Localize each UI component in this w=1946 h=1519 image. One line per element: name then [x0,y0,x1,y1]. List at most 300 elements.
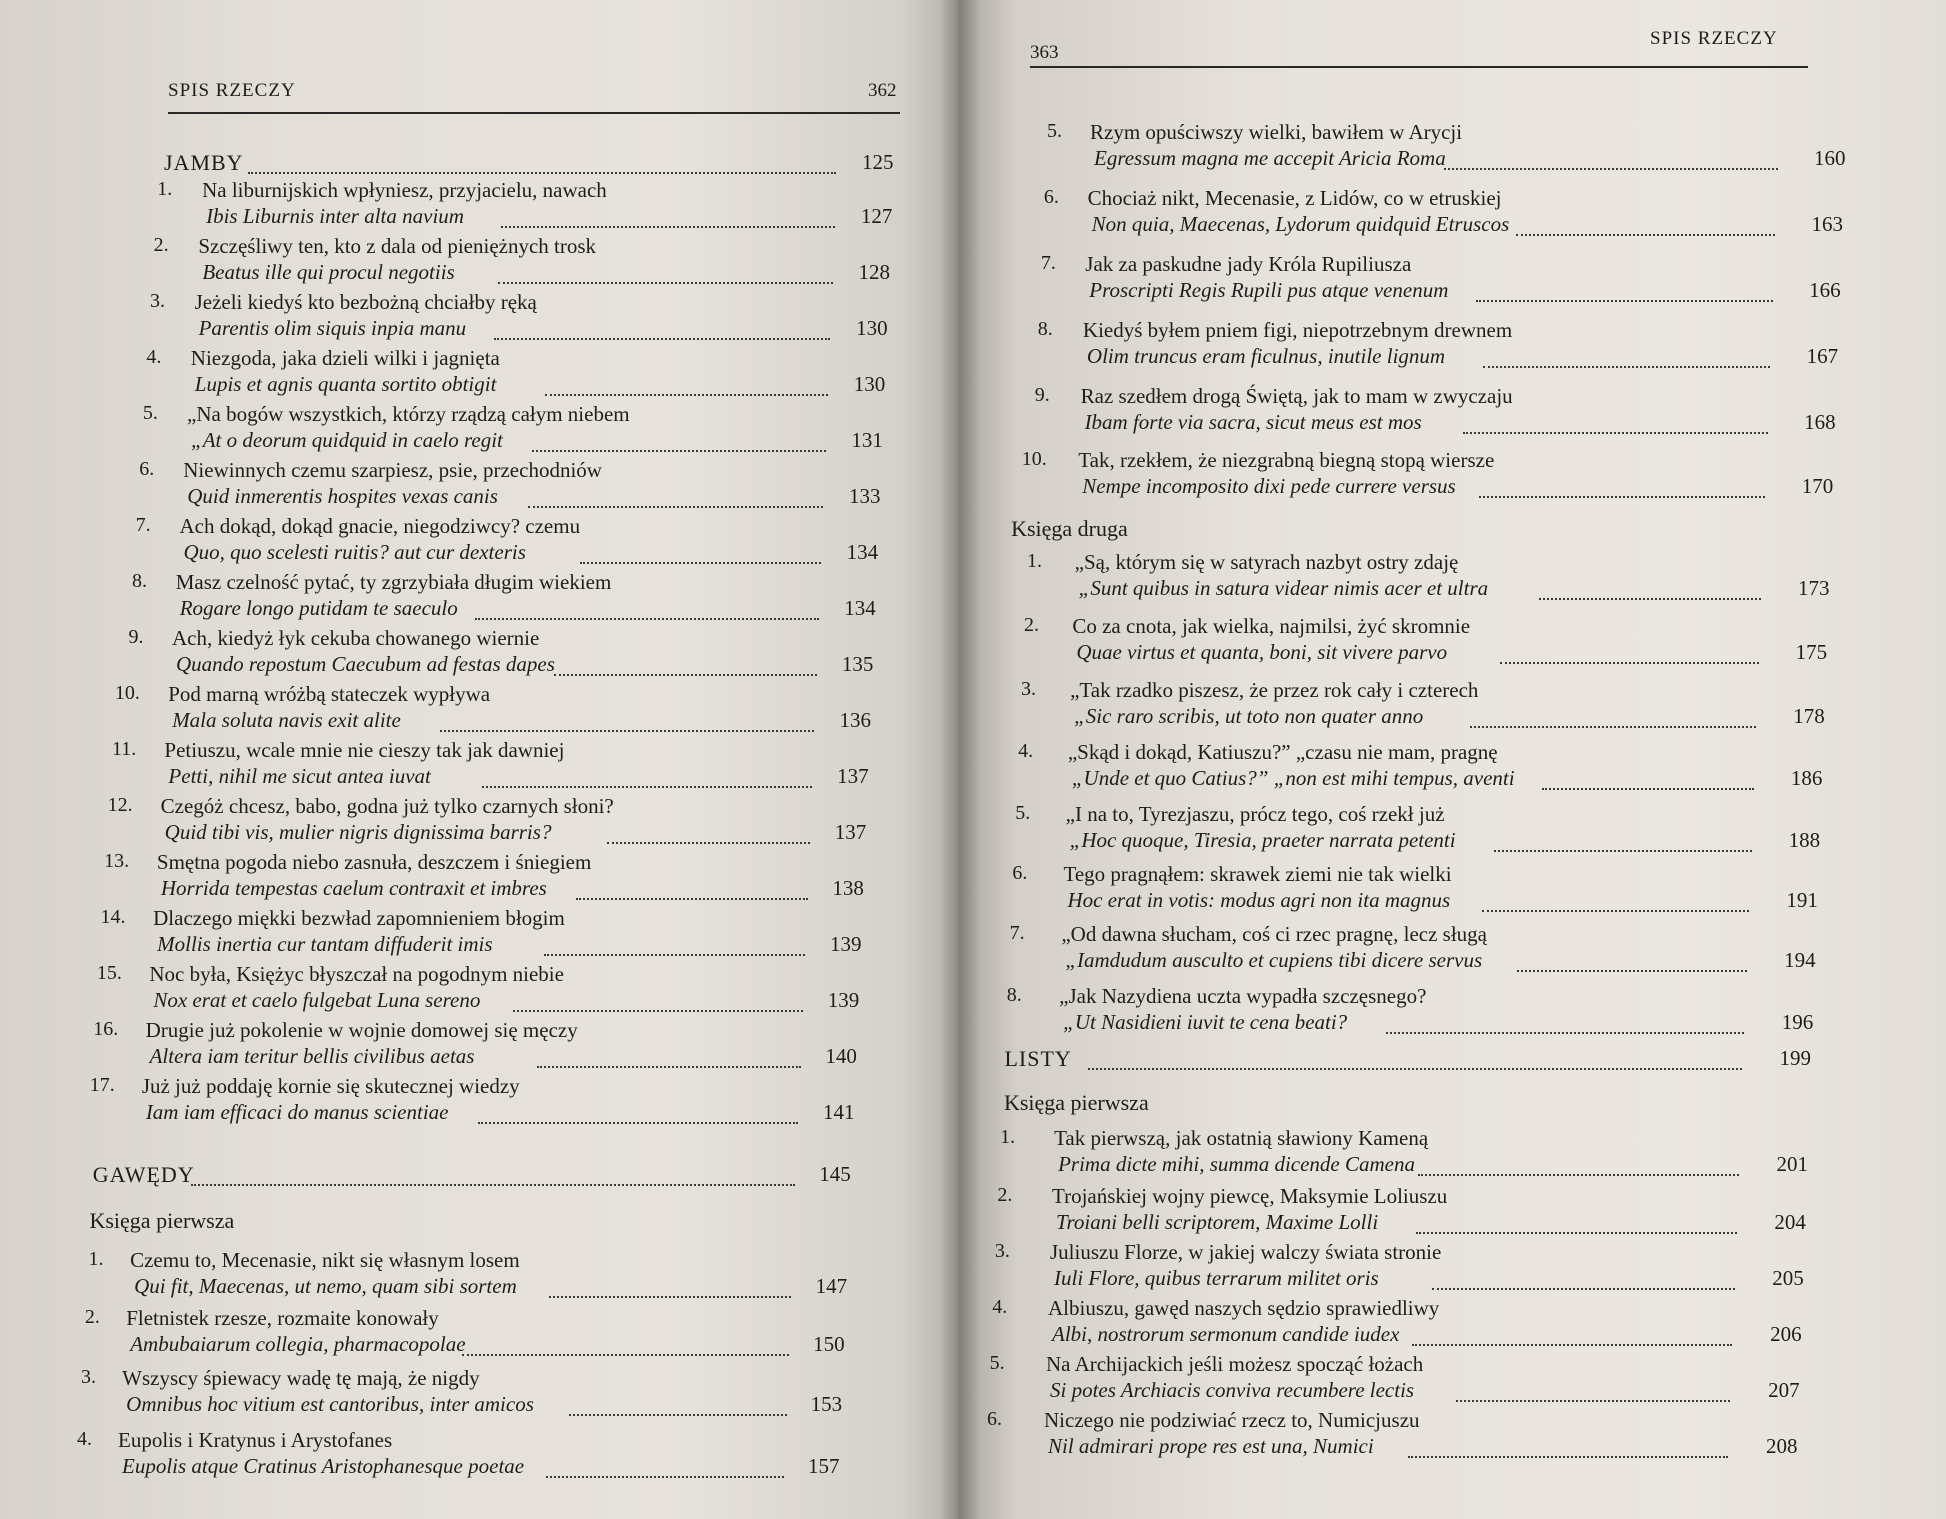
entry-number: 4. [77,1428,92,1450]
page-number: 163 [1811,212,1844,236]
toc-entry-polish [0,962,958,990]
dot-leader [1517,970,1747,972]
toc-part-heading [958,1046,1946,1074]
page-number: 206 [1770,1322,1802,1346]
dot-leader [1539,598,1761,600]
page-number: 160 [1814,146,1846,170]
entry-title-latin: „Iamdudum ausculto et cupiens tibi dicere servus [1065,948,1483,972]
entry-title-latin: Lupis et agnis quanta sortito obtigit [194,372,497,396]
dot-leader [440,730,815,732]
entry-title-latin: Omnibus hoc vitium est cantoribus, inter amicos [126,1392,534,1416]
entry-number: 4. [146,346,162,368]
page-number: 137 [837,764,869,788]
dot-leader [501,226,835,228]
toc-entry-polish [958,678,1946,706]
entry-title-latin: Egressum magna me accepit Aricia Roma [1094,146,1446,170]
toc-entry-polish [958,740,1946,768]
dot-leader [478,1122,799,1124]
entry-title-polish: Tego pragnąłem: skrawek ziemi nie tak wielki [1063,862,1452,886]
entry-title-latin: Olim truncus eram ficulnus, inutile lignum [1086,344,1446,368]
entry-title-latin: Troiani belli scriptorem, Maxime Lolli [1056,1210,1379,1234]
entry-title-latin: Nempe incomposito dixi pede currere versus [1082,474,1456,498]
dot-leader [607,842,810,844]
entry-title-latin: Rogare longo putidam te saeculo [179,596,458,620]
part-title: LISTY [1004,1046,1072,1071]
dot-leader [482,786,812,788]
dot-leader [545,394,828,396]
entry-number: 2. [153,234,169,256]
entry-title-latin: Horrida tempestas caelum contraxit et imbres [160,876,547,900]
toc-entry-latin [958,1152,1946,1180]
entry-title-polish: Albiuszu, gawęd naszych sędzio sprawiedliwy [1048,1296,1440,1320]
toc-entry-polish [958,1352,1946,1380]
page-number: 157 [808,1454,840,1478]
page-number: 196 [1781,1010,1814,1034]
entry-title-polish: Chociaż nikt, Mecenasie, z Lidów, co w etruskiej [1087,186,1502,210]
toc-entry-polish [958,448,1946,476]
entry-title-polish: Jeżeli kiedyś kto bezbożną chciałby ręką [194,290,537,314]
entry-title-latin: „At o deorum quidquid in caelo regit [191,428,503,452]
entry-number: 3. [994,1240,1010,1262]
entry-title-latin: „Sic raro scribis, ut toto non quater anno [1074,704,1424,728]
entry-number: 6. [987,1408,1002,1430]
book-spine-shadow [940,0,980,1519]
entry-title-latin: Eupolis atque Cratinus Aristophanesque poetae [122,1454,525,1478]
entry-number: 11. [112,738,137,760]
dot-leader [544,954,805,956]
entry-title-polish: Ach, kiedyż łyk cekuba chowanego wiernie [171,626,540,650]
toc-entry-polish [0,178,958,206]
dot-leader [191,1184,795,1186]
dot-leader [549,1296,791,1298]
entry-title-polish: Na Archijackich jeśli możesz spocząć łożach [1046,1352,1424,1376]
dot-leader [248,172,836,174]
toc-entry-latin [0,1332,958,1360]
toc-entry-polish [958,1184,1946,1212]
entry-number: 5. [1047,120,1062,142]
dot-leader [1494,850,1752,852]
page-number: 139 [830,932,862,956]
toc-entry-latin [0,1392,958,1420]
toc-entry-polish [0,402,958,430]
entry-title-polish: „Tak rzadko piszesz, że przez rok cały i czterech [1070,678,1479,702]
dot-leader [532,450,826,452]
toc-entry-polish [0,458,958,486]
page-number: 207 [1768,1378,1800,1402]
entry-title-polish: Jak za paskudne jady Króla Rupiliusza [1085,252,1412,276]
toc-entry-latin [0,764,958,792]
entry-title-polish: Noc była, Księżyc błyszczał na pogodnym niebie [149,962,564,986]
entry-number: 1. [157,178,173,200]
page-number: 175 [1795,640,1828,664]
dot-leader [546,1476,784,1478]
entry-number: 16. [93,1018,119,1040]
dot-leader [1088,1068,1742,1070]
toc-entry-latin [0,1274,958,1302]
entry-title-latin: „Sunt quibus in satura videar nimis acer et ultra [1078,576,1489,600]
entry-title-latin: Beatus ille qui procul negotiis [202,260,455,284]
entry-number: 8. [1006,984,1022,1006]
page-number: 137 [834,820,867,844]
toc-entry-latin [958,888,1946,916]
entry-title-polish: Juliuszu Florze, w jakiej walczy świata stronie [1050,1240,1442,1264]
toc-entry-latin [958,474,1946,502]
left-toc [0,0,958,1519]
entry-title-latin: Quid inmerentis hospites vexas canis [187,484,498,508]
toc-entry-polish [958,186,1946,214]
entry-title-latin: „Ut Nasidieni iuvit te cena beati? [1063,1010,1348,1034]
entry-number: 15. [96,962,122,984]
entry-number: 17. [89,1074,115,1096]
entry-title-latin: Hoc erat in votis: modus agri non ita magnus [1067,888,1451,912]
entry-title-latin: Altera iam teritur bellis civilibus aetas [149,1044,475,1068]
entry-title-polish: Co za cnota, jak wielka, najmilsi, żyć skromnie [1072,614,1471,638]
entry-title-latin: Ibam forte via sacra, sicut meus est mos [1084,410,1422,434]
entry-title-polish: Na liburnijskich wpłyniesz, przyjacielu, nawach [202,178,607,202]
toc-entry-polish [0,1248,958,1276]
dot-leader [1456,1400,1731,1402]
right-page [958,0,1946,1519]
page-number: 134 [846,540,879,564]
entry-number: 5. [142,402,158,424]
toc-entry-polish [0,346,958,374]
entry-number: 6. [1043,186,1059,208]
page-number: 204 [1774,1210,1806,1234]
entry-number: 5. [989,1352,1005,1374]
entry-number: 6. [1012,862,1028,884]
entry-title-polish: Szczęśliwy ten, kto z dala od pieniężnych trosk [198,234,597,258]
page-number: 131 [851,428,883,452]
toc-entry-latin [0,596,958,624]
page-number: 194 [1784,948,1816,972]
toc-entry-polish [958,862,1946,890]
toc-entry-polish [958,922,1946,950]
entry-title-latin: Mollis inertia cur tantam diffuderit imis [157,932,493,956]
entry-number: 1. [1026,550,1042,572]
part-title: JAMBY [164,150,244,175]
entry-title-latin: Quae virtus et quanta, boni, sit vivere parvo [1076,640,1448,664]
toc-part-heading [0,1162,958,1190]
toc-entry-polish [0,1074,958,1102]
entry-number: 1. [88,1248,104,1270]
book-title: Księga druga [1011,516,1128,541]
toc-entry-latin [958,704,1946,732]
toc-entry-polish [958,1408,1946,1436]
toc-entry-latin [958,212,1946,240]
entry-title-polish: Ach dokąd, dokąd gnacie, niegodziwcy? czemu [179,514,581,538]
entry-title-latin: Nil admirari prope res est una, Numici [1048,1434,1374,1458]
toc-entry-latin [958,576,1946,604]
dot-leader [498,282,833,284]
dot-leader [1444,168,1778,170]
entry-title-latin: Ambubaiarum collegia, pharmacopolae [130,1332,466,1356]
entry-title-polish: Eupolis i Kratynus i Arystofanes [118,1428,393,1452]
entry-number: 2. [84,1306,100,1328]
entry-number: 10. [114,682,140,704]
book-title: Księga pierwsza [1003,1090,1149,1115]
left-header-page-number: 362 [868,80,897,101]
entry-number: 5. [1015,802,1031,824]
toc-entry-polish [958,384,1946,412]
entry-title-polish: Tak, rzekłem, że niezgrabną biegną stopą wiersze [1078,448,1495,472]
toc-entry-polish [958,614,1946,642]
page-number: 150 [813,1332,845,1356]
toc-entry-latin [0,932,958,960]
left-header-title: SPIS RZECZY [168,80,296,101]
entry-number: 7. [135,514,151,536]
page-number: 173 [1797,576,1830,600]
dot-leader [537,1066,801,1068]
dot-leader [580,562,821,564]
entry-title-polish: „Od dawna słucham, coś ci rzec pragnę, lecz sługą [1061,922,1487,946]
toc-entry-polish [0,1366,958,1394]
entry-number: 1. [1000,1126,1016,1148]
toc-entry-polish [0,234,958,262]
entry-title-polish: Raz szedłem drogą Świętą, jak to mam w zwyczaju [1080,384,1513,408]
entry-number: 8. [132,570,148,592]
page-number: 130 [853,372,886,396]
dot-leader [569,1414,787,1416]
dot-leader [576,898,808,900]
toc-book-heading [958,516,1946,544]
entry-title-polish: Kiedyś byłem pniem figi, niepotrzebnym drewnem [1082,318,1513,342]
toc-entry-latin [0,1100,958,1128]
entry-title-latin: „Unde et quo Catius?” „non est mihi tempus, aventi [1071,766,1515,790]
toc-entry-latin [0,428,958,456]
toc-entry-polish [0,850,958,878]
entry-title-latin: Albi, nostrorum sermonum candide iudex [1052,1322,1400,1346]
page-number: 130 [856,316,888,340]
entry-title-polish: Czegóż chcesz, babo, godna już tylko czarnych słoni? [160,794,614,818]
dot-leader [1432,1288,1735,1290]
toc-entry-polish [0,290,958,318]
toc-entry-latin [958,640,1946,668]
entry-number: 12. [107,794,133,816]
entry-title-polish: Już już poddaję kornie się skutecznej wiedzy [141,1074,520,1098]
page-number: 199 [1779,1046,1811,1070]
entry-number: 4. [992,1296,1008,1318]
toc-entry-latin [0,708,958,736]
toc-entry-latin [0,1454,958,1482]
entry-title-latin: Quo, quo scelesti ruitis? aut cur dexteris [183,540,526,564]
toc-entry-polish [0,682,958,710]
book-title: Księga pierwsza [89,1208,235,1233]
page-number: 178 [1793,704,1825,728]
part-title: GAWĘDY [92,1162,195,1187]
entry-number: 3. [80,1366,96,1388]
toc-entry-latin [958,146,1946,174]
toc-entry-polish [0,794,958,822]
toc-entry-polish [958,802,1946,830]
entry-title-latin: Mala soluta navis exit alite [172,708,401,732]
toc-entry-latin [0,820,958,848]
dot-leader [494,338,831,340]
page-number: 188 [1788,828,1821,852]
entry-number: 8. [1037,318,1053,340]
toc-entry-polish [0,738,958,766]
dot-leader [1416,1232,1737,1234]
entry-number: 2. [997,1184,1013,1206]
entry-title-polish: „I na to, Tyrezjaszu, prócz tego, coś rzekł już [1065,802,1445,826]
entry-title-polish: „Jak Nazydiena uczta wypadła szczęsnego? [1059,984,1427,1008]
toc-entry-latin [958,948,1946,976]
toc-entry-latin [958,1266,1946,1294]
dot-leader [1408,1456,1728,1458]
page-number: 205 [1772,1266,1804,1290]
toc-book-heading [0,1208,958,1236]
toc-entry-latin [958,828,1946,856]
entry-title-polish: Czemu to, Mecenasie, nikt się własnym losem [130,1248,520,1272]
page-number: 168 [1804,410,1836,434]
entry-title-polish: Pod marną wróżbą stateczek wypływa [168,682,491,706]
entry-number: 13. [104,850,130,872]
entry-title-latin: Parentis olim siquis inpia manu [198,316,467,340]
entry-number: 7. [1009,922,1025,944]
toc-entry-latin [0,876,958,904]
entry-title-polish: Niezgoda, jaka dzieli wilki i jagnięta [190,346,500,370]
toc-entry-latin [958,1434,1946,1462]
entry-title-latin: Nox erat et caelo fulgebat Luna sereno [153,988,481,1012]
dot-leader [1500,662,1758,664]
right-header-page-number: 363 [1030,42,1059,63]
toc-entry-latin [958,766,1946,794]
page-number: 127 [860,204,893,228]
toc-entry-polish [0,1306,958,1334]
page-number: 134 [844,596,876,620]
entry-title-latin: Ibis Liburnis inter alta navium [206,204,464,228]
page-number: 153 [810,1392,843,1416]
entry-title-latin: Petti, nihil me sicut antea iuvat [168,764,431,788]
entry-title-polish: Trojańskiej wojny piewcę, Maksymie Loliuszu [1052,1184,1448,1208]
toc-entry-latin [0,316,958,344]
dot-leader [462,1354,789,1356]
toc-entry-latin [0,372,958,400]
entry-title-polish: Rzym opuściwszy wielki, bawiłem w Arycji [1090,120,1463,144]
page-number: 201 [1776,1152,1808,1176]
entry-title-polish: Smętna pogoda niebo zasnuła, deszczem i śniegiem [156,850,592,874]
toc-entry-polish [0,1428,958,1456]
toc-entry-polish [0,514,958,542]
right-toc [958,0,1946,1519]
dot-leader [1463,432,1768,434]
dot-leader [554,674,817,676]
entry-number: 3. [150,290,166,312]
toc-entry-polish [0,570,958,598]
dot-leader [513,1010,803,1012]
page-number: 191 [1786,888,1818,912]
toc-entry-latin [0,540,958,568]
toc-entry-polish [958,550,1946,578]
toc-entry-polish [958,318,1946,346]
entry-title-latin: „Hoc quoque, Tiresia, praeter narrata petenti [1069,828,1456,852]
page-number: 145 [819,1162,851,1186]
entry-title-latin: Quid tibi vis, mulier nigris dignissima barris? [164,820,552,844]
dot-leader [475,618,819,620]
toc-entry-polish [958,120,1946,148]
toc-entry-polish [958,984,1946,1012]
entry-title-latin: Qui fit, Maecenas, ut nemo, quam sibi sortem [134,1274,517,1298]
entry-title-latin: Iuli Flore, quibus terrarum militet oris [1054,1266,1379,1290]
dot-leader [1542,788,1754,790]
toc-entry-latin [0,652,958,680]
entry-number: 4. [1018,740,1034,762]
entry-number: 6. [139,458,155,480]
dot-leader [528,506,823,508]
entry-title-latin: Si potes Archiacis conviva recumbere lectis [1050,1378,1415,1402]
page-number: 138 [832,876,864,900]
entry-title-latin: Iam iam efficaci do manus scientiae [145,1100,449,1124]
page-number: 141 [822,1100,855,1124]
toc-entry-latin [958,1010,1946,1038]
page-number: 135 [841,652,874,676]
entry-title-polish: Niczego nie podziwiać rzecz to, Numicjuszu [1044,1408,1420,1432]
toc-entry-latin [958,1322,1946,1350]
dot-leader [1412,1344,1733,1346]
entry-title-latin: Non quia, Maecenas, Lydorum quidquid Etruscos [1091,212,1510,236]
left-page [0,0,958,1519]
page-number: 208 [1766,1434,1798,1458]
page-number: 147 [815,1274,848,1298]
page-number: 186 [1790,766,1823,790]
entry-number: 14. [100,906,126,928]
dot-leader [1483,366,1770,368]
entry-title-polish: Dlaczego miękki bezwład zapomnieniem błogim [153,906,565,930]
entry-title-polish: „Skąd i dokąd, Katiuszu?” „czasu nie mam, pragnę [1067,740,1498,764]
toc-book-heading [958,1090,1946,1118]
toc-entry-polish [958,1126,1946,1154]
entry-title-latin: Quando repostum Caecubum ad festas dapes [175,652,555,676]
dot-leader [1386,1032,1745,1034]
entry-number: 7. [1040,252,1056,274]
toc-entry-polish [958,1240,1946,1268]
page-number: 167 [1806,344,1839,368]
toc-part-heading [0,150,958,178]
page-number: 170 [1801,474,1834,498]
page-number: 139 [827,988,860,1012]
toc-entry-polish [0,906,958,934]
page-number: 166 [1809,278,1841,302]
right-header-title: SPIS RZECZY [1650,28,1778,49]
dot-leader [1482,910,1749,912]
toc-entry-polish [0,1018,958,1046]
toc-entry-latin [0,1044,958,1072]
entry-number: 3. [1021,678,1036,700]
entry-title-polish: Petiuszu, wcale mnie nie cieszy tak jak dawniej [164,738,565,762]
page-number: 133 [848,484,881,508]
toc-entry-latin [958,410,1946,438]
toc-entry-latin [0,204,958,232]
entry-number: 10. [1021,448,1047,470]
toc-entry-latin [0,484,958,512]
page-number: 140 [825,1044,857,1068]
entry-title-polish: Drugie już pokolenie w wojnie domowej się męczy [145,1018,578,1042]
entry-title-polish: Masz czelność pytać, ty zgrzybiała długim wiekiem [175,570,612,594]
dot-leader [1479,496,1766,498]
toc-entry-latin [958,278,1946,306]
toc-entry-polish [958,1296,1946,1324]
entry-title-latin: Prima dicte mihi, summa dicende Camena [1058,1152,1416,1176]
toc-entry-latin [0,988,958,1016]
dot-leader [1418,1174,1739,1176]
entry-title-polish: Niewinnych czemu szarpiesz, psie, przechodniów [183,458,602,482]
entry-number: 2. [1023,614,1039,636]
dot-leader [1476,300,1772,302]
entry-title-polish: Tak pierwszą, jak ostatnią sławiony Kameną [1054,1126,1429,1150]
toc-entry-latin [958,1210,1946,1238]
entry-title-polish: Wszyscy śpiewacy wadę tę mają, że nigdy [122,1366,480,1390]
toc-entry-polish [0,626,958,654]
entry-number: 9. [1034,384,1050,406]
